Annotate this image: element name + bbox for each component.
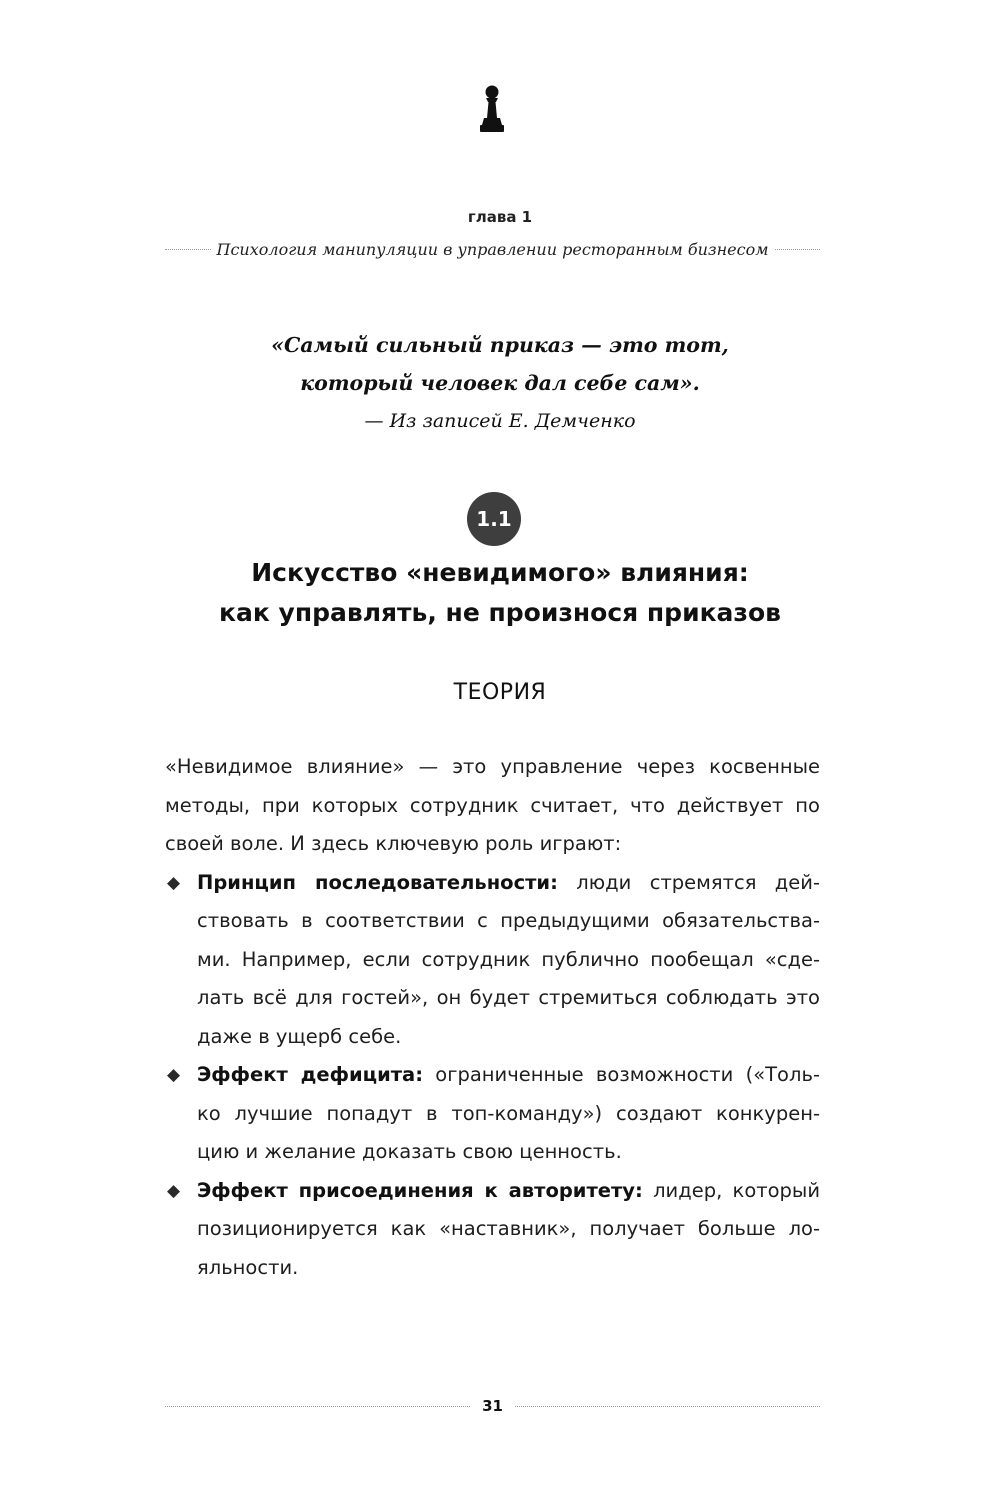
list-item-line: яльности.	[197, 1255, 299, 1279]
list-item	[165, 864, 820, 1057]
list-item-term: Эффект дефицита:	[197, 1063, 423, 1086]
dotted-rule-right	[775, 249, 821, 250]
epigraph	[0, 326, 1000, 440]
paragraph-line: своей воле. И здесь ключевую роль играют:	[165, 832, 622, 855]
list-item-line: ствовать в соответствии с предыдущими обязательства-	[197, 909, 820, 932]
theory-heading: ТЕОРИЯ	[453, 680, 547, 705]
list-item-line: цию и желание доказать свою ценность.	[197, 1140, 622, 1163]
page-footer	[165, 1393, 820, 1419]
list-item-line: позиционируется как «наставник», получает больше ло-	[197, 1217, 820, 1240]
pawn-icon	[477, 84, 507, 134]
epigraph-attribution: — Из записей Е. Демченко	[364, 410, 636, 432]
body-text	[165, 748, 820, 1287]
section-title-line: как управлять, не произнося приказов	[219, 598, 781, 627]
dotted-rule-left	[165, 1406, 470, 1407]
dotted-rule-right	[515, 1406, 820, 1407]
list-item-line: ми. Например, если сотрудник публично пообещал «сде-	[197, 947, 820, 971]
list-item-term: Эффект присоединения к авторитету:	[197, 1178, 643, 1202]
list-item	[165, 1172, 820, 1288]
list-item-first-line: Эффект присоединения к авторитету: лидер, который	[197, 1178, 820, 1202]
list-item-line: лать всё для гостей», он будет стремиться соблюдать это	[197, 986, 820, 1009]
diamond-bullet-icon: ◆	[167, 1180, 181, 1201]
list-item-line: ко лучшие попадут в топ-команду») создают конкурен-	[197, 1101, 820, 1125]
list-item-line: даже в ущерб себе.	[197, 1024, 402, 1048]
list-item-first-line: Эффект дефицита: ограниченные возможности («Толь-	[197, 1063, 820, 1086]
chapter-label: глава 1	[467, 208, 533, 226]
diamond-bullet-icon: ◆	[167, 872, 181, 893]
epigraph-line: который человек дал себе сам».	[300, 371, 700, 395]
chapter-subtitle: Психология манипуляции в управлении ресторанным бизнесом	[216, 239, 769, 259]
list-item-first-line: Принцип последовательности: люди стремятся дей-	[197, 870, 820, 894]
epigraph-line: «Самый сильный приказ — это тот,	[271, 333, 729, 357]
list-item	[165, 1056, 820, 1172]
list-item-term: Принцип последовательности:	[197, 870, 558, 894]
paragraph-line: методы, при которых сотрудник считает, что действует по	[165, 793, 820, 817]
dotted-rule-left	[165, 249, 211, 250]
section-number-badge: 1.1	[467, 492, 521, 546]
section-title	[0, 553, 1000, 633]
diamond-bullet-icon: ◆	[167, 1065, 181, 1085]
page-number: 31	[482, 1397, 503, 1415]
section-title-line: Искусство «невидимого» влияния:	[251, 558, 749, 587]
paragraph-line: «Невидимое влияние» — это управление через косвенные	[165, 755, 820, 778]
chapter-subtitle-row	[165, 236, 820, 262]
